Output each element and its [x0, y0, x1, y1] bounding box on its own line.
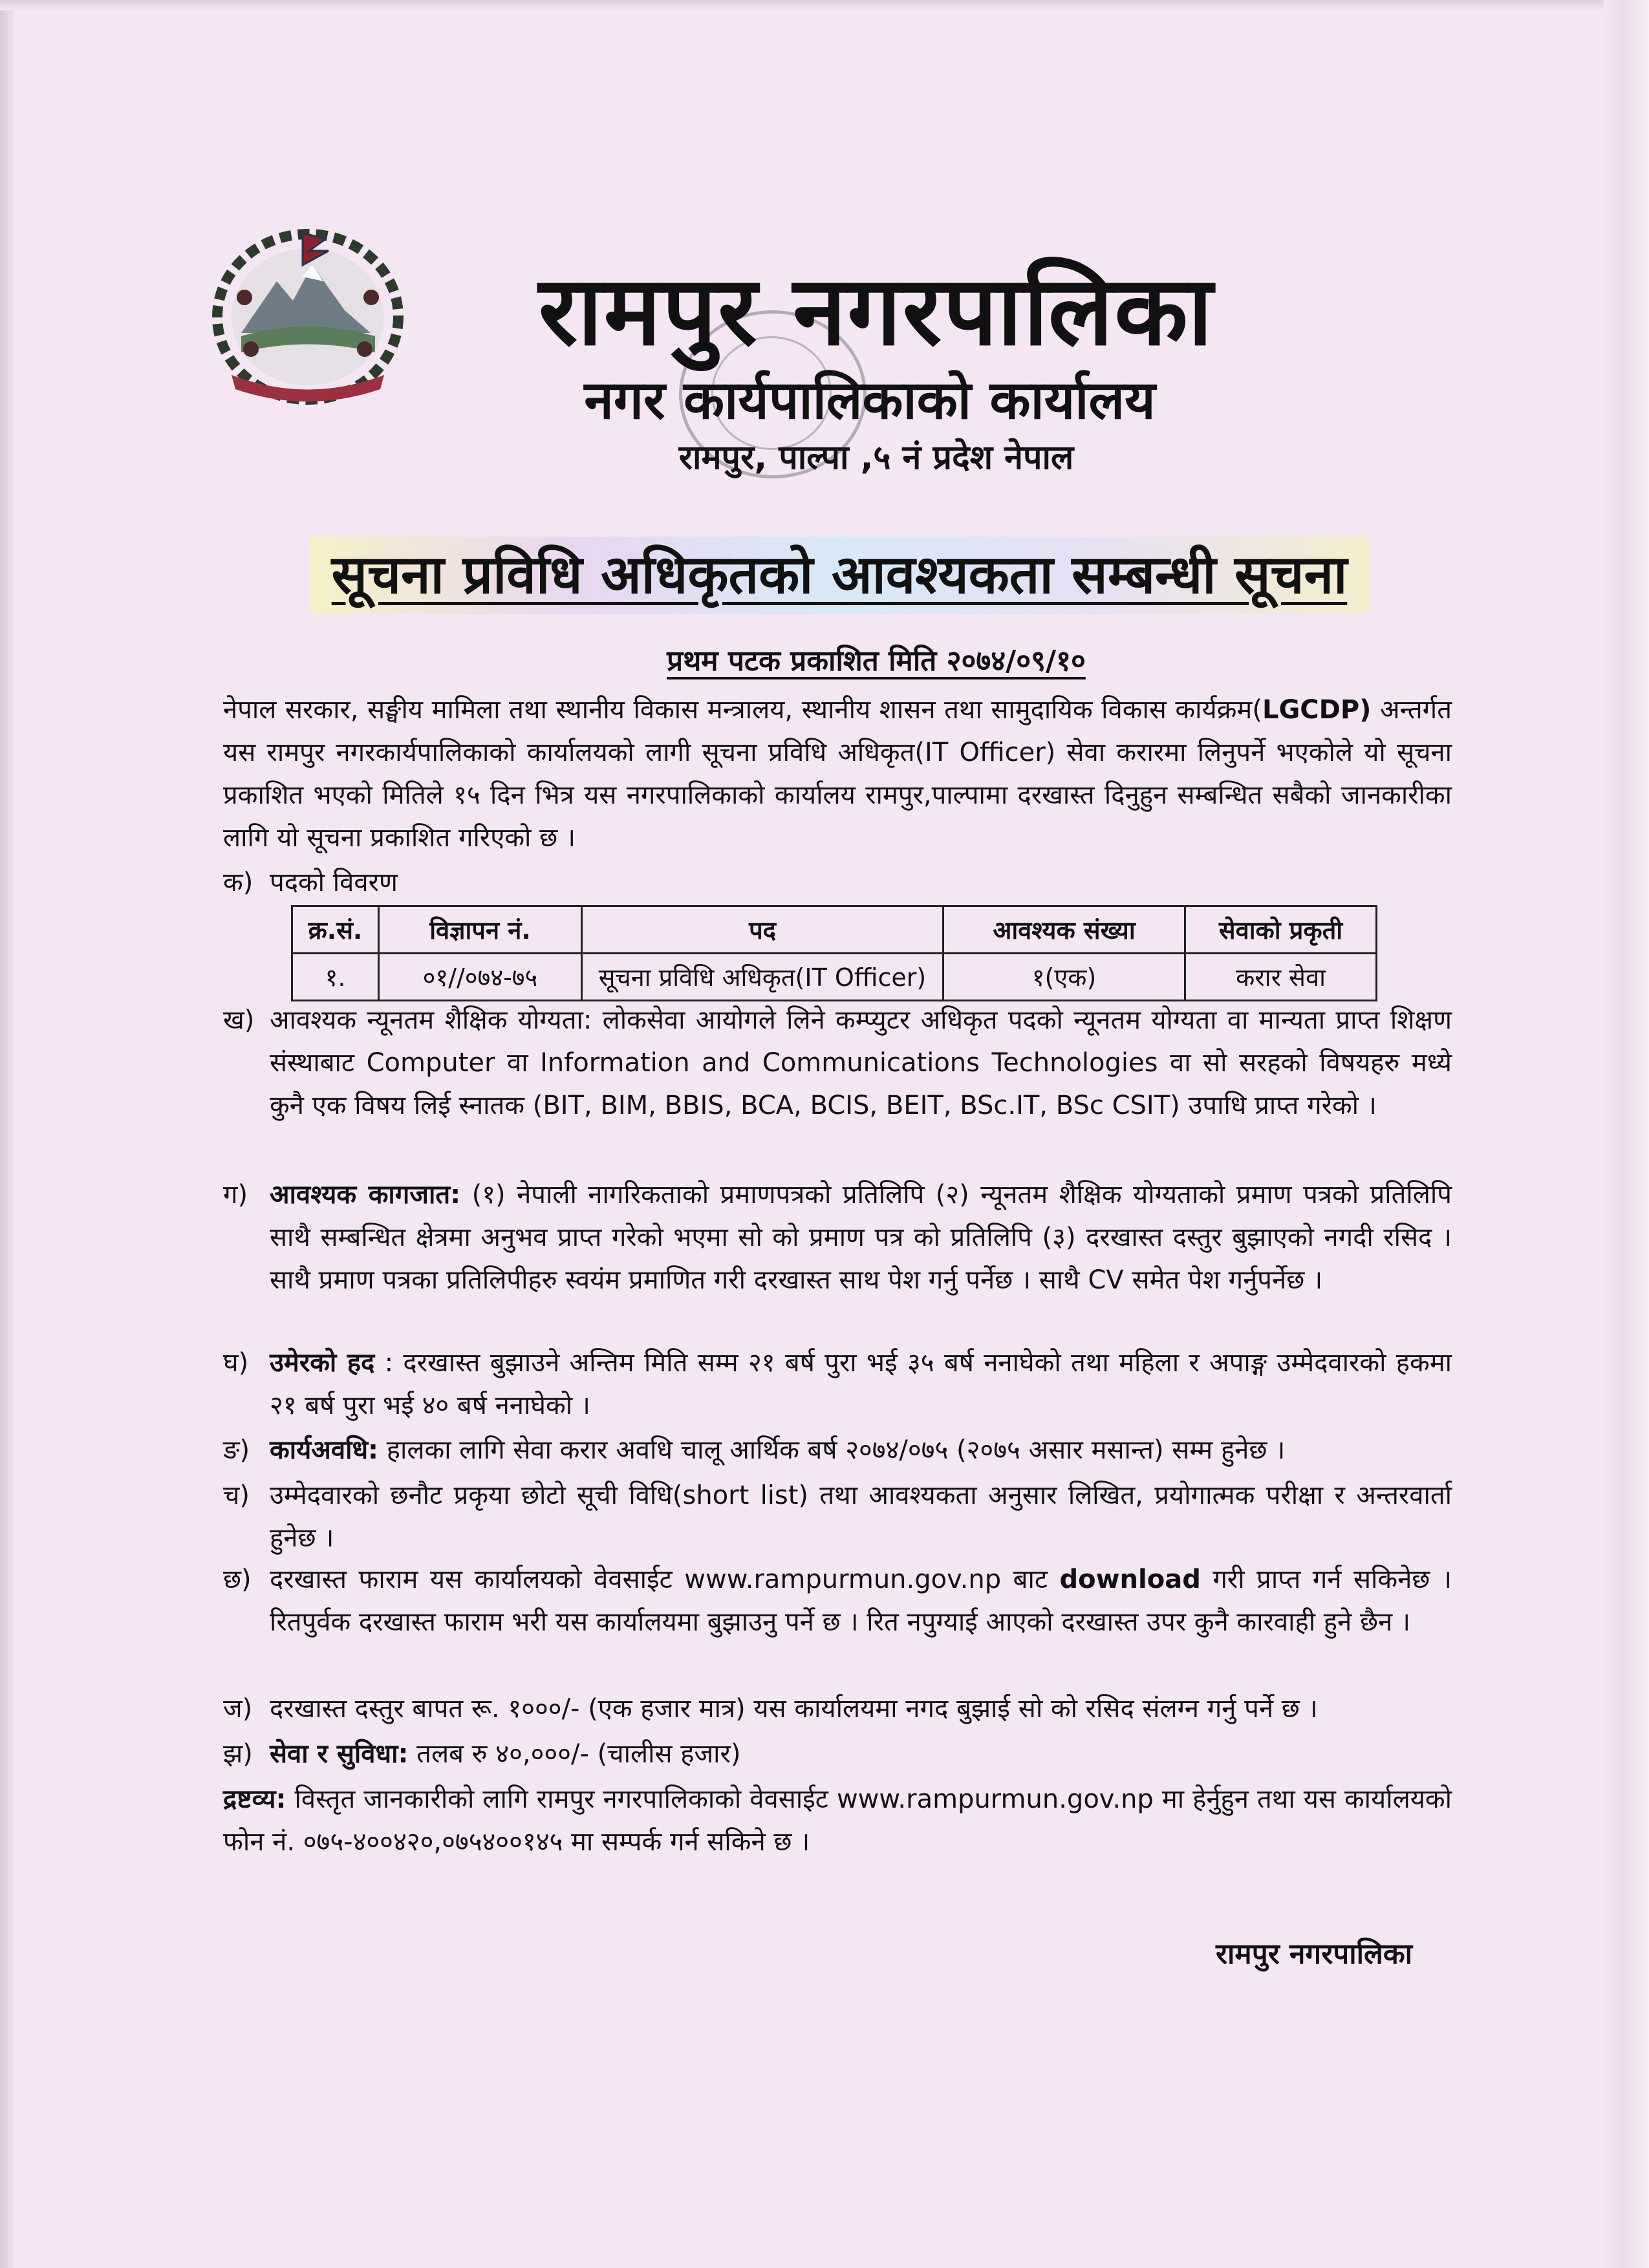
section-text	[270, 1429, 1452, 1471]
intro-lgcdp: LGCDP)	[1262, 695, 1372, 725]
post-details-table	[291, 905, 1377, 1001]
signature-block: रामपुर नगरपालिका	[1216, 1938, 1413, 1971]
intro-text-2: अन्तर्गत यस रामपुर नगरकार्यपालिकाको कार्यालयको लागी सूचना प्रविधि अधिकृत(IT Officer) सेवा करारमा लिनुपर्ने भएकोले यो सूचना प्रकाशित भएको मितिले १५ दिन भित्र यस नगरपालिकाको कार्यालय रामपुर,पाल्पामा दरखास्त दिनुहुन सम्बन्धित सबैको जानकारीका लागि यो सूचना प्रकाशित गरिएको छ ।	[223, 695, 1452, 853]
section-text	[270, 1173, 1452, 1301]
page-edge-top	[0, 0, 1649, 10]
section-body-2: गरी प्राप्त गर्न सकिनेछ । रितपुर्वक दरखास्त फाराम भरी यस कार्यालयमा बुझाउनु पर्ने छ । रित नपुग्याई आएको दरखास्त उपर कुनै कारवाही हुने छैन ।	[270, 1565, 1452, 1637]
table-cell: १(एक)	[943, 954, 1185, 1001]
section-text: उम्मेदवारको छनौट प्रकृया छोटो सूची विधि(short list) तथा आवश्यकता अनुसार लिखित, प्रयोगात्मक परीक्षा र अन्तरवार्ता हुनेछ ।	[270, 1481, 1452, 1553]
notice-title: सूचना प्रविधि अधिकृतको आवश्यकता सम्बन्धी सूचना	[309, 537, 1370, 614]
section-label: उमेरको हद	[270, 1348, 375, 1378]
table-row	[292, 954, 1377, 1001]
section-label: सेवा र सुविधा:	[270, 1739, 409, 1769]
table-cell: सूचना प्रविधि अधिकृत(IT Officer)	[582, 954, 943, 1001]
office-address: रामपुर, पाल्पा ,५ नं प्रदेश नेपाल	[678, 438, 1074, 477]
section-mark: झ)	[223, 1739, 253, 1769]
section-mark: क)	[223, 868, 253, 897]
section-mark: घ)	[223, 1348, 249, 1378]
section-mark: ज)	[223, 1694, 253, 1724]
office-name: नगर कार्यपालिकाको कार्यालय	[584, 370, 1156, 431]
section-text: पदको विवरण	[270, 868, 398, 897]
table-header: विज्ञापन नं.	[379, 906, 582, 954]
section-mark: च)	[223, 1481, 250, 1510]
table-header-row	[292, 906, 1377, 954]
download-word: download	[1059, 1565, 1201, 1594]
section-text: दरखास्त दस्तुर बापत रू. १०००/- (एक हजार मात्र) यस कार्यालयमा नगद बुझाई सो को रसिद संलग्न गर्नु पर्ने छ ।	[270, 1694, 1318, 1724]
note-label: द्रष्टव्य:	[223, 1784, 286, 1814]
table-cell: ०१//०७४-७५	[379, 954, 582, 1001]
section-text	[270, 1558, 1452, 1643]
section-label: आवश्यक कागजात:	[270, 1180, 461, 1210]
table-header: आवश्यक संख्या	[943, 906, 1185, 954]
section-body: तलब रु ४०,०००/- (चालीस हजार)	[408, 1739, 741, 1769]
section-mark: ग)	[223, 1180, 248, 1210]
table-header: सेवाको प्रकृती	[1185, 906, 1377, 954]
section-text	[270, 1342, 1452, 1427]
org-name: रामपुर नगरपालिका	[538, 255, 1214, 367]
section-mark: ङ)	[223, 1435, 250, 1465]
note-text: विस्तृत जानकारीको लागि रामपुर नगरपालिकाको वेवसाईट www.rampurmun.gov.np मा हेर्नुहुन तथा यस कार्यालयको फोन नं. ०७५-४००४२०,०७५४००१४५ मा सम्पर्क गर्न सकिने छ ।	[223, 1784, 1452, 1857]
section-body: : दरखास्त बुझाउने अन्तिम मिति सम्म २१ बर्ष पुरा भई ३५ बर्ष ननाघेको तथा महिला र अपाङ्ग उम्मेदवारको हकमा २१ बर्ष पुरा भई ४० बर्ष ननाघेको ।	[270, 1348, 1452, 1420]
section-text: आवश्यक न्यूनतम शैक्षिक योग्यता: लोकसेवा आयोगले लिने कम्प्युटर अधिकृत पदको न्यूनतम योग्यता वा मान्यता प्राप्त शिक्षण संस्थाबाट Computer वा Information and Communications Technologies वा सो सरहको विषयहरु मध्ये कुनै एक विषय लिई स्नातक (BIT, BIM, BBIS, BCA, BCIS, BEIT, BSc.IT, BSc CSIT) उपाधि प्राप्त गरेको ।	[270, 1005, 1452, 1120]
section-mark: छ)	[223, 1565, 252, 1594]
intro-text-1: नेपाल सरकार, सङ्घीय मामिला तथा स्थानीय विकास मन्त्रालय, स्थानीय शासन तथा सामुदायिक विकास कार्यक्रम(	[223, 695, 1262, 725]
table-header: पद	[582, 906, 943, 954]
note-paragraph	[223, 1778, 1452, 1863]
table-cell: १.	[292, 954, 379, 1001]
table-cell: करार सेवा	[1185, 954, 1377, 1001]
section-body: हालका लागि सेवा करार अवधि चालू आर्थिक बर्ष २०७४/०७५ (२०७५ असार मसान्त) सम्म हुनेछ ।	[378, 1435, 1286, 1465]
publication-date: प्रथम पटक प्रकाशित मिति २०७४/०९/१०	[667, 645, 1086, 678]
section-mark: ख)	[223, 1005, 255, 1035]
intro-paragraph	[223, 689, 1452, 859]
table-header: क्र.सं.	[292, 906, 379, 954]
section-text	[270, 1733, 1452, 1775]
section-body: (१) नेपाली नागरिकताको प्रमाणपत्रको प्रतिलिपि (२) न्यूनतम शैक्षिक योग्यताको प्रमाण पत्रको प्रतिलिपि साथै सम्बन्धित क्षेत्रमा अनुभव प्राप्त गरेको भएमा सो को प्रमाण पत्र को प्रतिलिपि (३) दरखास्त दस्तुर बुझाएको नगदी रसिद । साथै प्रमाण पत्रका प्रतिलिपीहरु स्वयंम प्रमाणित गरी दरखास्त साथ पेश गर्नु पर्नेछ । साथै CV समेत पेश गर्नुपर्नेछ ।	[270, 1180, 1452, 1295]
section-label: कार्यअवधि:	[270, 1435, 379, 1465]
section-body-1: दरखास्त फाराम यस कार्यालयको वेवसाईट www.rampurmun.gov.np बाट	[270, 1565, 1060, 1594]
